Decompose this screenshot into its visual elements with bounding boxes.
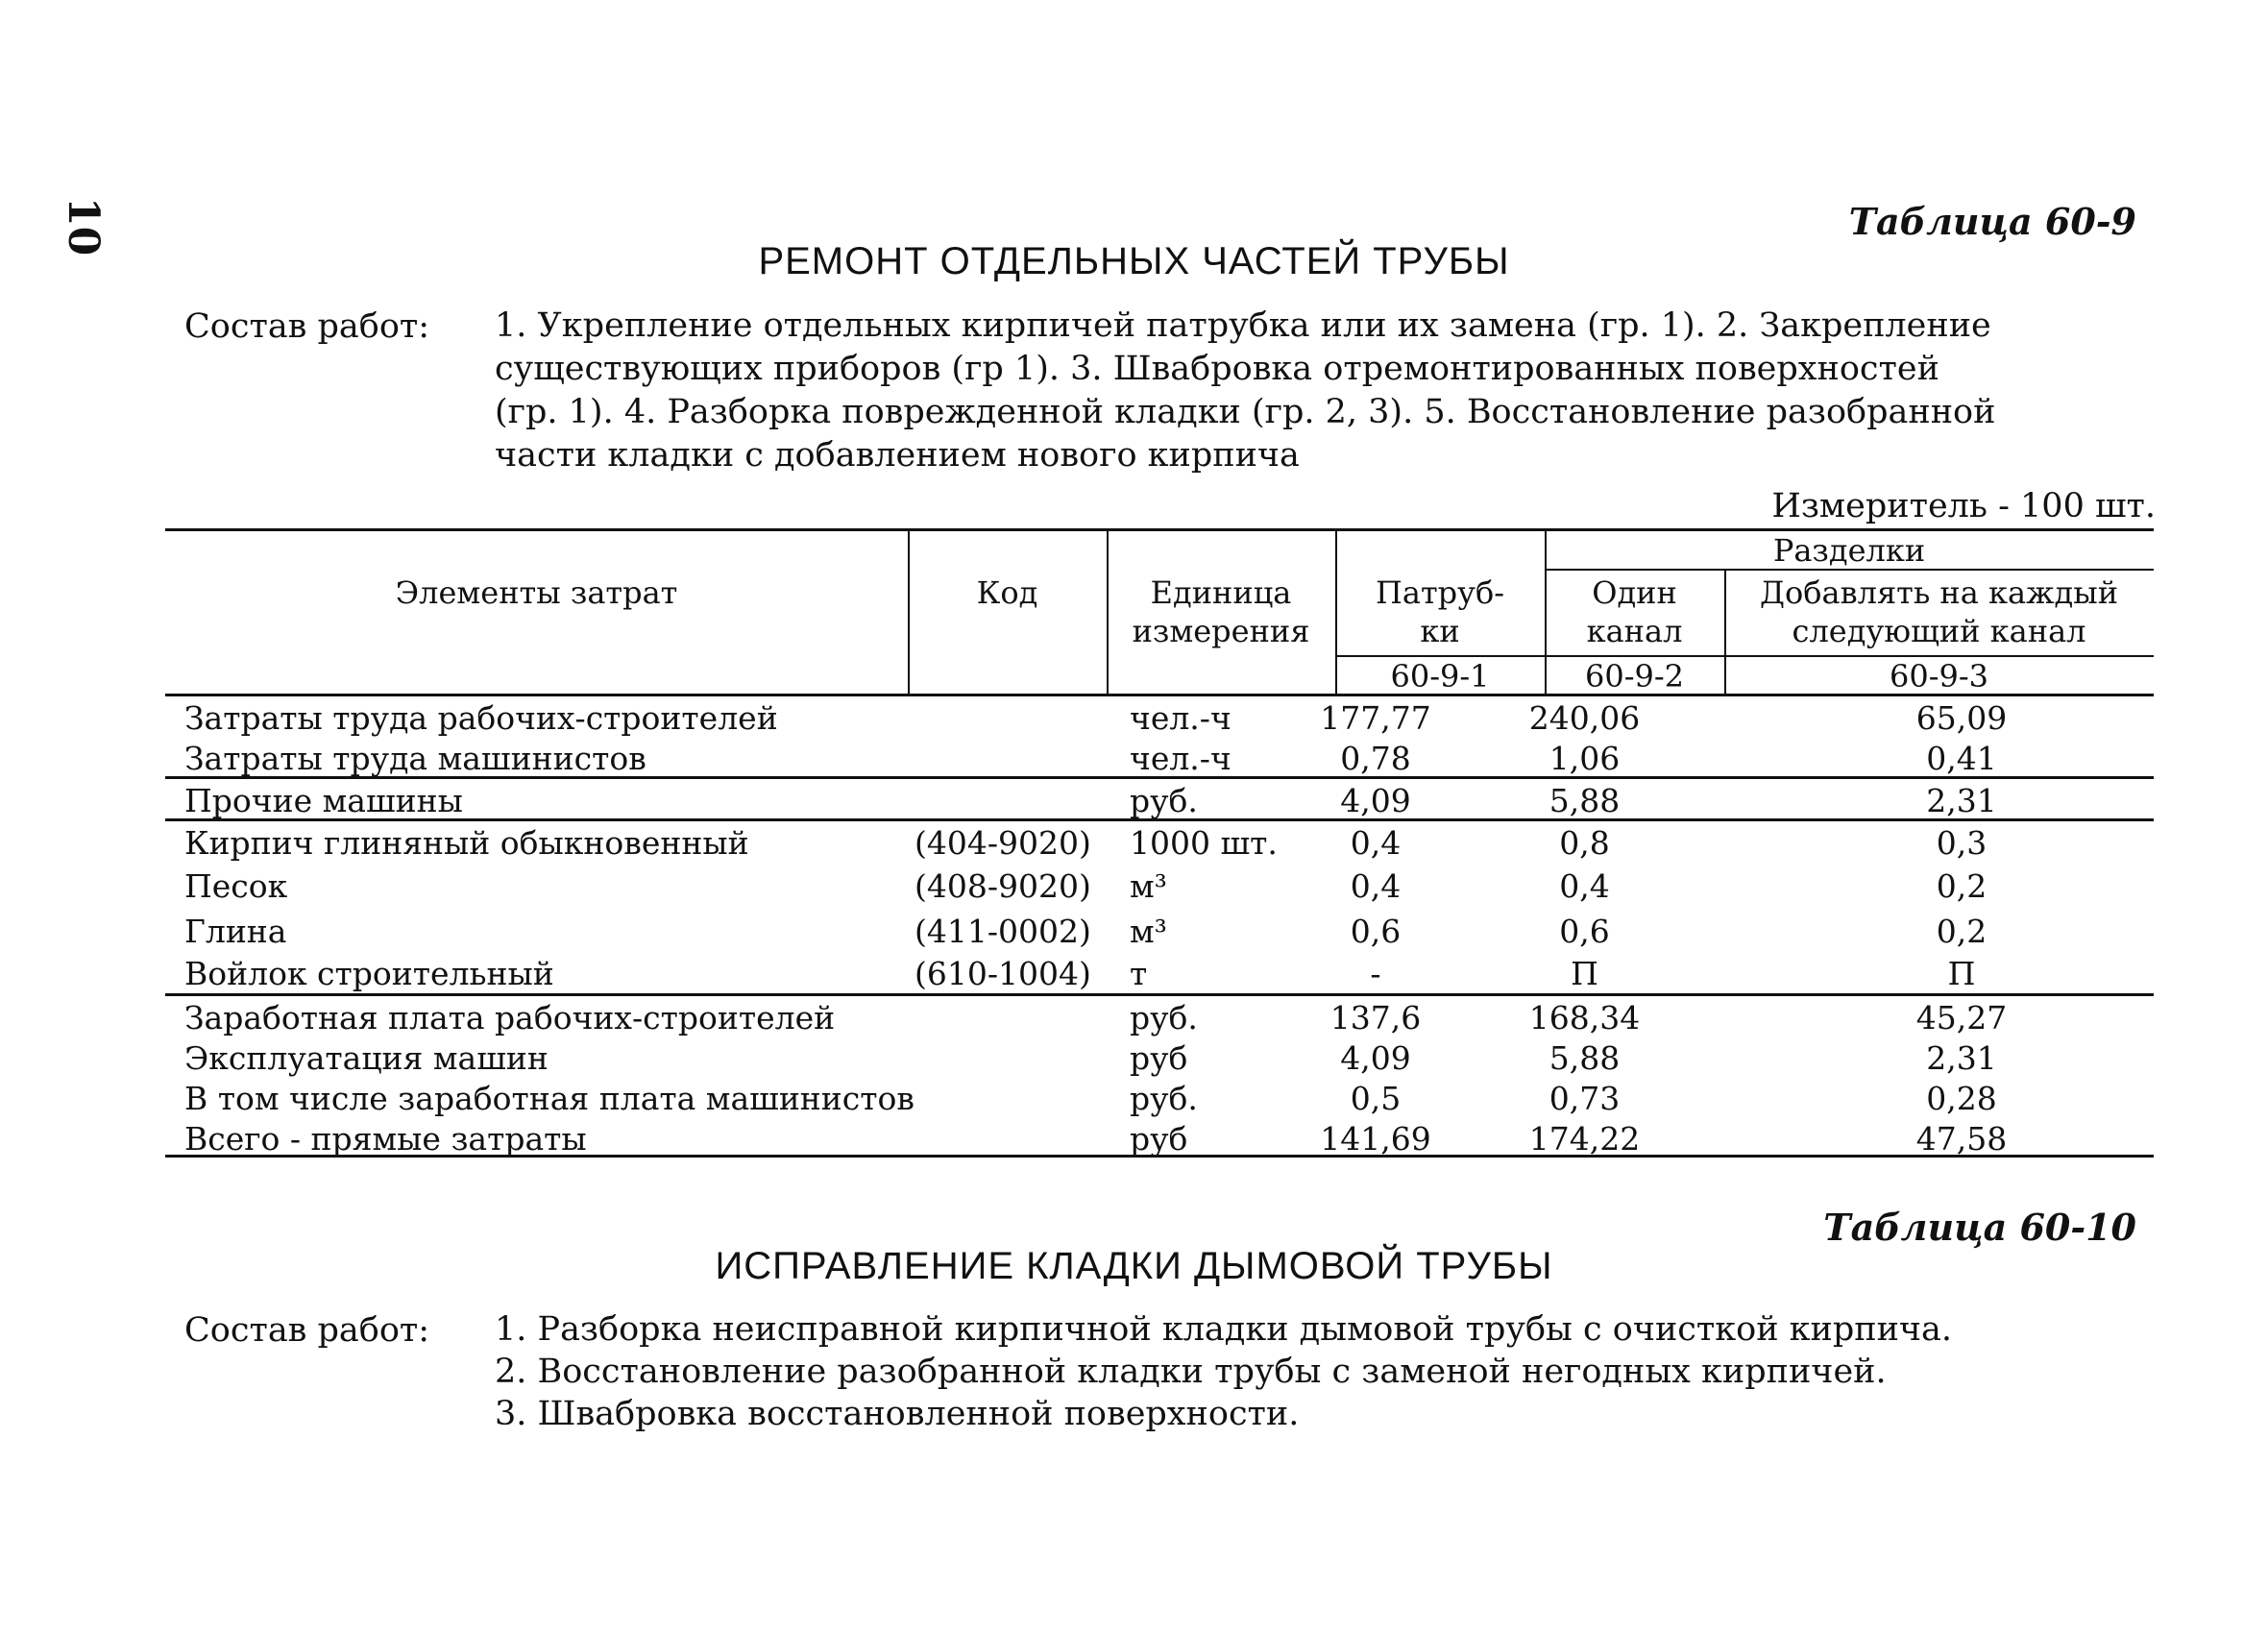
cell-value-1: 0,4 xyxy=(1350,824,1402,862)
header-elements: Элементы затрат xyxy=(395,574,678,611)
composition-line: 1. Разборка неисправной кирпичной кладки дымовой трубы с очисткой кирпича. xyxy=(495,1310,1953,1349)
header-unit: Единица измерения xyxy=(1132,574,1310,649)
composition-line: 3. Швабровка восстановленной поверхности. xyxy=(495,1395,1300,1433)
table-row xyxy=(165,1120,2154,1160)
cell-value-1: - xyxy=(1370,955,1381,992)
cell-value-2: 174,22 xyxy=(1528,1120,1641,1158)
cell-name: Эксплуатация машин xyxy=(184,1039,549,1077)
header-branch: Патруб- ки xyxy=(1375,574,1505,649)
cell-value-1: 4,09 xyxy=(1340,1039,1411,1077)
cell-name: В том числе заработная плата машинистов xyxy=(184,1080,915,1117)
cell-name: Затраты труда рабочих-строителей xyxy=(184,699,778,737)
cell-value-2: 1,06 xyxy=(1549,740,1621,777)
cell-unit: м³ xyxy=(1130,913,1167,950)
table-row xyxy=(165,1039,2154,1080)
table-row xyxy=(165,867,2154,908)
cell-value-1: 0,78 xyxy=(1340,740,1411,777)
header-code-3: 60-9-3 xyxy=(1889,658,1989,695)
cell-code: (404-9020) xyxy=(915,824,1091,862)
cell-unit: 1000 шт. xyxy=(1130,824,1278,862)
measure-unit: Измеритель - 100 шт. xyxy=(1771,487,2156,525)
cell-unit: т xyxy=(1130,955,1148,992)
composition-line: 2. Восстановление разобранной кладки трубы с заменой негодных кирпичей. xyxy=(495,1353,1887,1391)
composition-text xyxy=(495,305,1995,477)
cell-value-2: 168,34 xyxy=(1528,999,1641,1036)
table-title: ИСПРАВЛЕНИЕ КЛАДКИ ДЫМОВОЙ ТРУБЫ xyxy=(715,1245,1553,1287)
table-row xyxy=(165,824,2154,865)
table-label: Таблица 60-10 xyxy=(1823,1206,2136,1249)
cell-value-2: 0,8 xyxy=(1559,824,1610,862)
cell-unit: руб. xyxy=(1130,782,1198,819)
cell-name: Глина xyxy=(184,913,287,950)
cell-code: (610-1004) xyxy=(915,955,1091,992)
cell-unit: руб. xyxy=(1130,1080,1198,1117)
cell-value-2: 0,73 xyxy=(1549,1080,1621,1117)
cell-name: Войлок строительный xyxy=(184,955,554,992)
cell-name: Затраты труда машинистов xyxy=(184,740,646,777)
table-row xyxy=(165,740,2154,780)
cell-unit: руб xyxy=(1130,1039,1188,1077)
cell-value-3: П xyxy=(1947,955,1976,992)
cell-unit: чел.-ч xyxy=(1130,699,1232,737)
table-label: Таблица 60-9 xyxy=(1848,200,2136,243)
composition-label: Состав работ: xyxy=(184,1311,430,1350)
header-code-2: 60-9-2 xyxy=(1584,658,1685,695)
cell-name: Кирпич глиняный обыкновенный xyxy=(184,824,749,862)
cell-value-1: 0,4 xyxy=(1350,867,1402,905)
cell-value-2: 0,4 xyxy=(1559,867,1610,905)
page-number: 10 xyxy=(59,197,108,256)
composition-line: (гр. 1). 4. Разборка поврежденной кладки (гр. 2, 3). 5. Восстановление разобранной xyxy=(495,393,1996,431)
composition-text xyxy=(495,1308,1952,1435)
cell-value-3: 0,3 xyxy=(1936,824,1988,862)
cell-value-2: 0,6 xyxy=(1559,913,1610,950)
table-row xyxy=(165,955,2154,995)
cell-value-3: 0,2 xyxy=(1936,913,1988,950)
header-add-channel: Добавлять на каждый следующий канал xyxy=(1759,574,2119,649)
cell-value-3: 2,31 xyxy=(1926,782,1997,819)
header-cuts: Разделки xyxy=(1772,532,1926,569)
cell-name: Песок xyxy=(184,867,288,905)
composition-line: части кладки с добавлением нового кирпича xyxy=(495,436,1300,475)
composition-line: существующих приборов (гр 1). 3. Швабровка отремонтированных поверхностей xyxy=(495,350,1939,388)
cell-value-3: 65,09 xyxy=(1915,699,2008,737)
cell-unit: чел.-ч xyxy=(1130,740,1232,777)
cell-value-3: 47,58 xyxy=(1915,1120,2008,1158)
cell-name: Всего - прямые затраты xyxy=(184,1120,587,1158)
cell-value-1: 137,6 xyxy=(1329,999,1422,1036)
cell-unit: руб xyxy=(1130,1120,1188,1158)
cell-value-2: 5,88 xyxy=(1549,1039,1621,1077)
cell-value-1: 0,5 xyxy=(1350,1080,1402,1117)
cell-unit: м³ xyxy=(1130,867,1167,905)
header-one-channel: Один канал xyxy=(1586,574,1683,649)
composition-line: 1. Укрепление отдельных кирпичей патрубка или их замена (гр. 1). 2. Закрепление xyxy=(495,306,1991,345)
cell-code: (411-0002) xyxy=(915,913,1091,950)
composition-label: Состав работ: xyxy=(184,307,430,346)
cell-value-2: 5,88 xyxy=(1549,782,1621,819)
table-row xyxy=(165,913,2154,953)
header-code: Код xyxy=(976,574,1038,611)
cell-value-1: 177,77 xyxy=(1320,699,1431,737)
cell-value-3: 45,27 xyxy=(1915,999,2008,1036)
cell-value-3: 2,31 xyxy=(1926,1039,1997,1077)
cell-value-2: 240,06 xyxy=(1528,699,1641,737)
cell-value-1: 141,69 xyxy=(1320,1120,1431,1158)
cell-value-3: 0,28 xyxy=(1926,1080,1997,1117)
cell-name: Заработная плата рабочих-строителей xyxy=(184,999,836,1036)
table-row xyxy=(165,1080,2154,1120)
cell-unit: руб. xyxy=(1130,999,1198,1036)
cell-value-1: 0,6 xyxy=(1350,913,1402,950)
cell-value-2: П xyxy=(1571,955,1598,992)
cell-value-3: 0,2 xyxy=(1936,867,1988,905)
header-code-1: 60-9-1 xyxy=(1390,658,1490,695)
cell-code: (408-9020) xyxy=(915,867,1091,905)
table-title: РЕМОНТ ОТДЕЛЬНЫХ ЧАСТЕЙ ТРУБЫ xyxy=(758,240,1510,282)
cell-value-1: 4,09 xyxy=(1340,782,1411,819)
cell-value-3: 0,41 xyxy=(1926,740,1997,777)
cell-name: Прочие машины xyxy=(184,782,463,819)
table-row xyxy=(165,699,2154,740)
table-row xyxy=(165,782,2154,822)
table-row xyxy=(165,999,2154,1039)
